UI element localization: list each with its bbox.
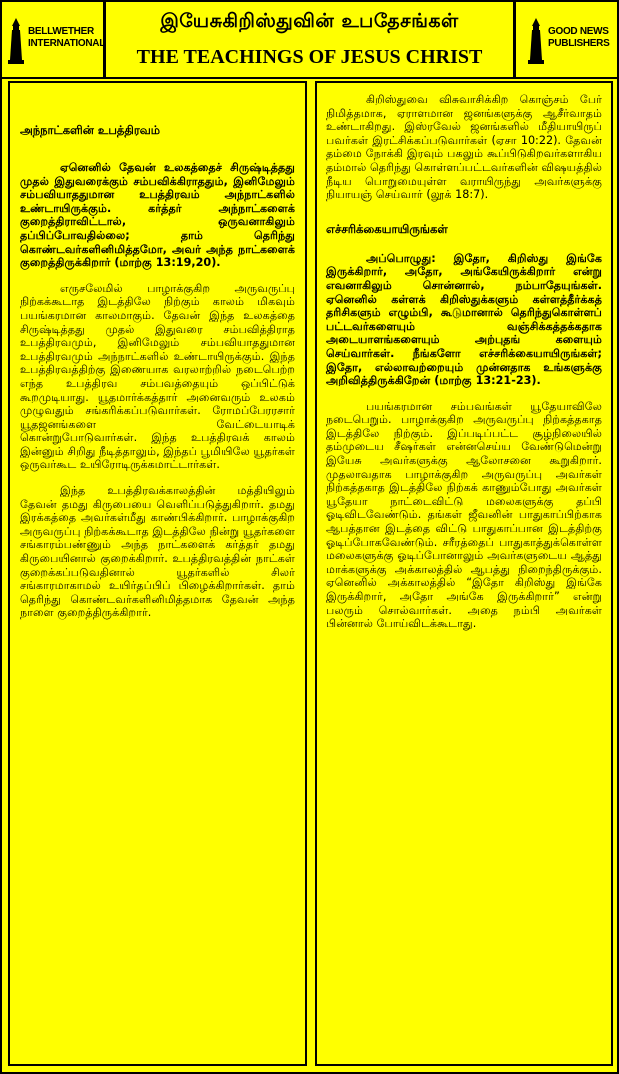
scripture-paragraph: அப்பொழுது: இதோ, கிறிஸ்து இங்கே இருக்கிறார், அதோ, அங்கேயிருக்கிறார் என்று எவனாகிலும் சொன்னால், நம்பாதேயுங்கள். ஏனெனில் கள்ளக் கிறிஸ்துக்களும் கள்ளத்தீர்க்கத் தரிசிகளும் எழும்பி, கூடுமானால் தெரிந்துகொள்ளப் பட்டவர்களையும் வஞ்சிக்கத்தக்கதாக அடையாளங்களையும் அற்புதங் களையும் செய்வார்கள். நீங்களோ எச்சரிக்கையாயிருங்கள்; இதோ, எல்லாவற்றையும் முன்னதாக உங்களுக்கு அறிவித்திருக்கிறேன் (மாற்கு 13:21-23). xyxy=(326,251,602,388)
left-column xyxy=(8,81,307,1066)
body-paragraph: கிறிஸ்துவை விசுவாசிக்கிற கொஞ்சம் பேர் நிமித்தமாக, ஏராளமான ஜனங்களுக்கு ஆசீர்வாதம் உண்டாகிறது. இஸ்ரவேல் ஜனங்களில் மீதியாயிருப் பவர்கள் இரட்சிக்கப்படுவார்கள் (ஏசா 10:22). தேவன் தம்மை நோக்கி இரவும் பகலும் கூப்பிடுகிறவர்களாகிய தம்மால் தெரிந்து கொள்ளப்பட்டவர்களின் விஷயத்தில் நீடிய பொறுமையுள்ள வராயிருந்து அவர்களுக்கு நியாயஞ் செய்வார் (லூக் 18:7). xyxy=(326,93,602,202)
lighthouse-icon xyxy=(528,16,544,64)
good-news-logo-text: GOOD NEWS PUBLISHERS xyxy=(548,26,610,49)
section-heading-tribulation: அந்நாட்களின் உபத்திரவம் xyxy=(20,123,161,137)
right-column xyxy=(315,81,613,1066)
body-paragraph: பயங்கரமான சம்பவங்கள் யூதேயாவிலே நடைபெறும். பாழாக்குகிற அருவருப்பு நிற்கத்தகாத இடத்திலே நிற்கும். இப்படிப்பட்ட சூழ்நிலையில் தம்முடைய சீஷர்கள் என்னசெய்ய வேண்டுமென்று இயேசு அவர்களுக்கு ஆலோசனை கூறுகிறார். முதலாவதாக பாழாக்குகிற அருவருப்பு அவர்கள் நிற்கத்தகாத இடத்திலே நிற்கக் காணும்போது அவர்கள் யூதேயா நாட்டைவிட்டு மலைகளுக்கு தப்பி ஓடிவிடவேண்டும். தங்கள் ஜீவனின் பாதுகாப்பிற்காக ஆபத்தான இடத்தை விட்டு பாதுகாப்பான இடத்திற்கு ஓடிப்போகவேண்டும். சரீரத்தைப் பாதுகாத்துக்கொள்ள மலைகளுக்கு ஓடிப்போனாலும் அவர்களுடைய ஆத்து மாக்களுக்கு அக்காலத்தில் ஆபத்து நிறைந்திருக்கும். ஏனெனில் அக்காலத்தில் “இதோ கிறிஸ்து இங்கே இருக்கிறார், அதோ அங்கே இருக்கிறார்” என்று பலரும் சொல்வார்கள். அதை நம்பி அவர்கள் பின்னால் போய்விடக்கூடாது. xyxy=(326,399,602,631)
page-title-english: THE TEACHINGS OF JESUS CHRIST xyxy=(136,46,483,68)
page-title-tamil: இயேசுகிறிஸ்துவின் உபதேசங்கள் xyxy=(160,10,459,32)
body-paragraph: இந்த உபத்திரவக்காலத்தின் மத்தியிலும் தேவன் தமது கிருபையை வெளிப்படுத்துகிறார். தமது இரக்கத்தை அவர்கள்மீது காண்பிக்கிறார். பாழாக்குகிற அருவருப்பு நிற்கக்கூடாத இடத்திலே நின்று யூதர்களை சங்காரம்பண்ணும் அந்த நாட்களைக் கர்த்தர் தமது கிருபையினால் குறைக்கிறார். உபத்திரவத்தின் நாட்கள் குறைக்கப்படுவதினால் யூதர்களில் சிலர் சங்காரமாகாமல் உயிர்தப்பிப் பிழைக்கிறார்கள். தாம் தெரிந்து கொண்டவர்களினிமித்தமாக தேவன் அந்த நாளை குறைத்திருக்கிறார். xyxy=(20,484,295,620)
section-heading-beware: எச்சரிக்கையாயிருங்கள் xyxy=(326,221,448,236)
scripture-paragraph: ஏனெனில் தேவன் உலகத்தைச் சிருஷ்டித்தது முதல் இதுவரைக்கும் சம்பவிக்கிராததும், இனிமேலும் சம்பவியாததுமான உபத்திரவம் அந்நாட்களில் உண்டாயிருக்கும். கர்த்தர் அந்நாட்களைக் குறைத்திராவிட்டால், ஒருவனாகிலும் தப்பிப்போவதில்லை; தாம் தெரிந்து கொண்டவர்களினிமித்தமோ, அவர் அந்த நாட்களைக் குறைத்திருக்கிறார் (மாற்கு 13:19,20). xyxy=(20,161,295,270)
bellwether-logo xyxy=(2,2,106,77)
header xyxy=(2,2,617,79)
good-news-logo xyxy=(513,2,617,77)
body-paragraph: எருசலேமில் பாழாக்குகிற அருவருப்பு நிற்கக்கூடாத இடத்திலே நிற்கும் காலம் மிகவும் பயங்கரமான காலமாகும். தேவன் இந்த உலகத்தை சிருஷ்டித்தது முதல் இதுவரை சம்பவித்திராத உபத்திரவமும், இனிமேலும் சம்பவியாததுமான உபத்திரவமும் அந்நாட்களில் உண்டாயிருக்கும். இந்த உபத்திரவத்திற்கு இணையாக வரலாற்றில் நடைபெற்ற எந்த உபத்திரவ சம்பவத்தையும் ஒப்பிட்டுக் கூறமுடியாது. யூதமார்க்கத்தார் அனைவரும் உலகம் முழுவதும் சங்கரிக்கப்படுவார்கள். ரோமப்பேரரசார் யூதஜனங்களை வேட்டையாடிக் கொன்றுபோடுவார்கள். இந்த உபத்திரவக் காலம் இன்னும் சிறிது நீடித்தாலும், இந்தப் பூமியிலே யூதர்கள் ஒருவர்கூட உயிரோடிருக்கமாட்டார்கள். xyxy=(20,281,295,472)
lighthouse-icon xyxy=(8,16,24,64)
bellwether-logo-text: BELLWETHER INTERNATIONAL xyxy=(28,26,106,49)
title-box xyxy=(106,2,513,77)
